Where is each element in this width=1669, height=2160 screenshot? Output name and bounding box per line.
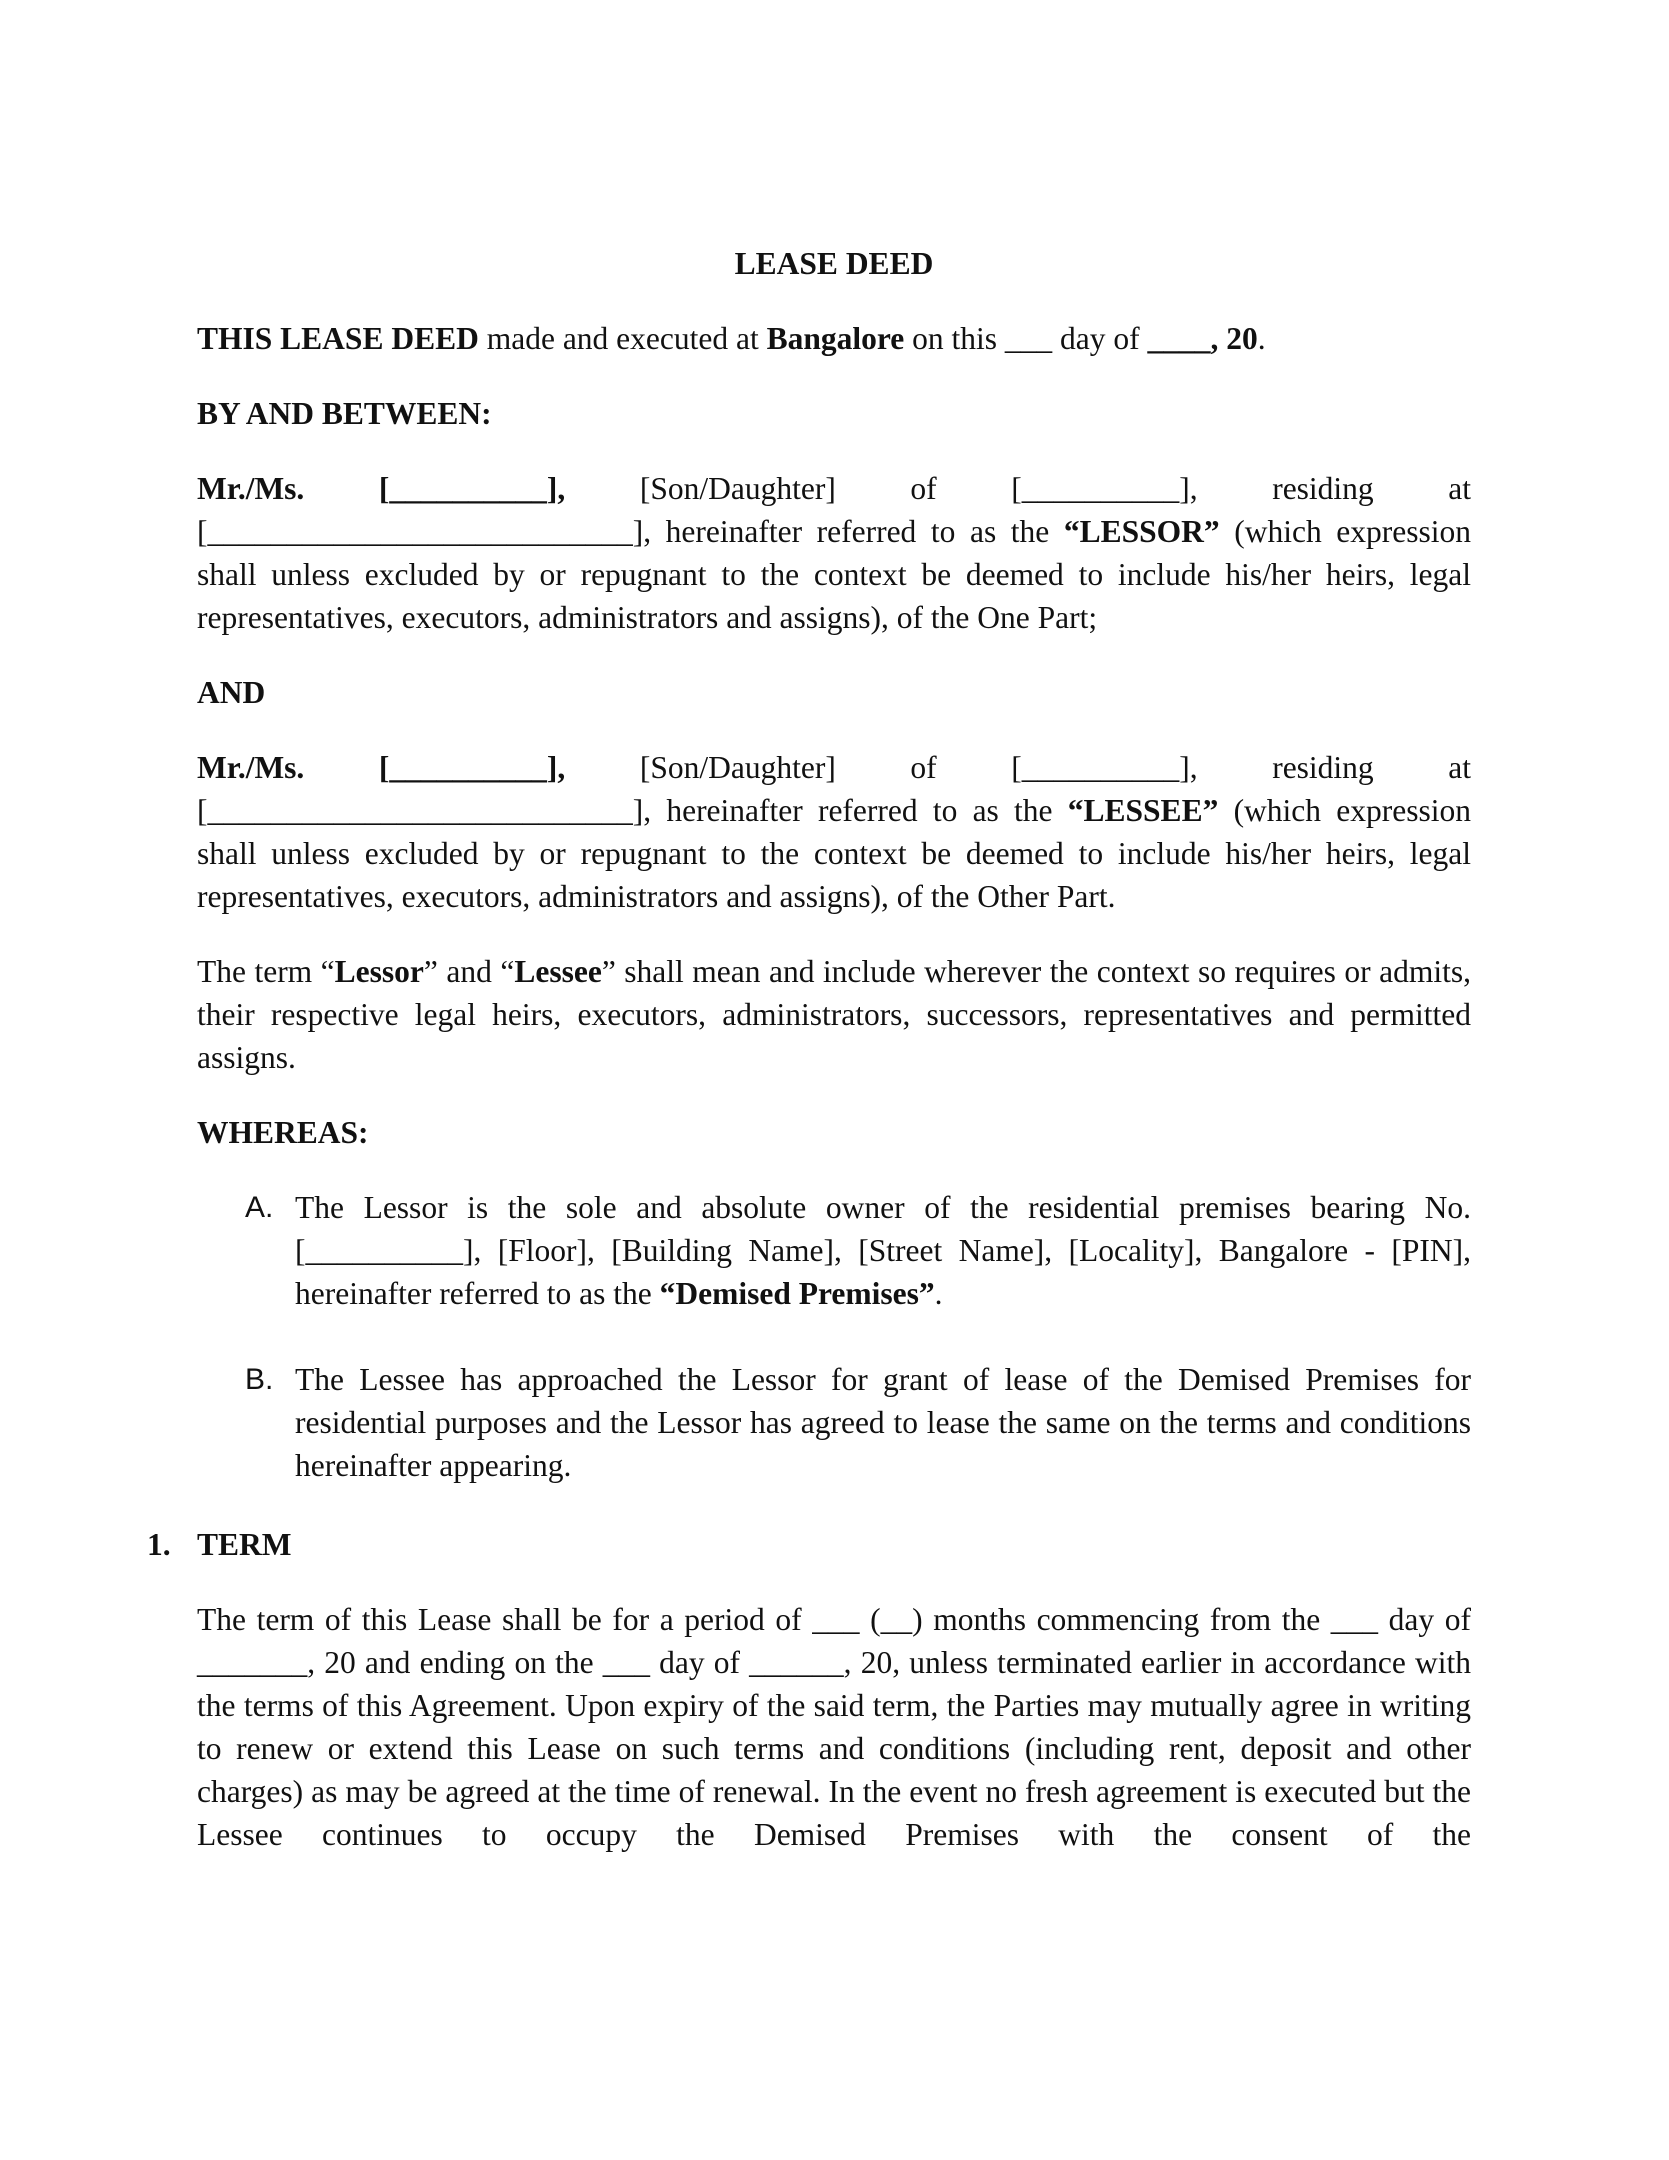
and-heading: AND — [197, 675, 266, 710]
term-def-lessee: Lessee — [514, 954, 602, 989]
lessee-address-blank: [___________________________] — [197, 793, 644, 828]
lessee-relation: [Son/Daughter] — [639, 750, 836, 785]
lessee-name-blank: [__________], — [378, 750, 566, 785]
recitals-list — [197, 1186, 1471, 1487]
recital-item — [197, 1358, 1471, 1487]
lessee-honorific: Mr./Ms. — [197, 750, 305, 785]
section-body: The term of this Lease shall be for a period of ___ (__) months commencing from the ___ day of _______, 20 and ending on the ___ day of ______, 20, unless terminated earlier in accordance with the terms of this Agreement. Upon expiry of the said term, the Parties may mutually agree in writing to renew or extend this Lease on such terms and conditions (including rent, deposit and other charges) as may be agreed at the time of renewal. In the event no fresh agreement is executed but the Lessee continues to occupy the Demised Premises with the consent of the — [197, 1602, 1471, 1852]
lessor-relation: [Son/Daughter] — [639, 471, 836, 506]
lessor-rest — [197, 510, 1471, 639]
deed-label: THIS LEASE DEED — [197, 321, 479, 356]
term-def-text-1: The term “ — [197, 954, 335, 989]
lessor-address-blank: [___________________________] — [197, 514, 644, 549]
lessor-at: at — [1448, 471, 1472, 506]
recital-bold-text: “Demised Premises” — [659, 1276, 935, 1311]
lessor-honorific: Mr./Ms. — [197, 471, 305, 506]
recital-text-end: . — [934, 1276, 943, 1311]
between-heading: BY AND BETWEEN: — [197, 396, 492, 431]
document-body — [147, 242, 1472, 1888]
lessee-rest — [197, 789, 1471, 918]
term-def-text-2: ” and “ — [423, 954, 515, 989]
term-def-text-3: ” shall mean and include wherever the context so requires or admits, their respective legal heirs, executors, administrators, successors, representatives and permitted assigns. — [197, 954, 1471, 1075]
lessee-at: at — [1448, 750, 1472, 785]
recital-letter: A. — [245, 1191, 274, 1224]
lessee-first-line — [197, 746, 1471, 789]
intro-paragraph — [197, 317, 1471, 360]
section-heading — [147, 1523, 1471, 1566]
lessor-party-paragraph — [197, 467, 1471, 639]
term-def-lessor: Lessor — [334, 954, 424, 989]
lessee-parent-blank: [__________], — [1011, 750, 1198, 785]
recital-text: The Lessor is the sole and absolute owner of the residential premises bearing No. [__________], [Floor], [Building Name], [Street Name], [Locality], Bangalore - [PIN], hereinafter referred to as the — [295, 1190, 1471, 1311]
lessor-role: “LESSOR” — [1063, 514, 1220, 549]
term-definition-paragraph — [197, 950, 1471, 1079]
recital-letter: B. — [245, 1363, 274, 1396]
lessee-residing: residing — [1272, 750, 1374, 785]
intro-text-3: . — [1257, 321, 1266, 356]
lessor-first-line — [197, 467, 1471, 510]
section-number: 1. — [147, 1527, 171, 1562]
lessee-of: of — [910, 750, 937, 785]
lessor-name-blank: [__________], — [378, 471, 566, 506]
document-title: LEASE DEED — [734, 246, 934, 281]
lessor-text-after-role: (which expression shall unless excluded by or repugnant to the context be deemed to include his/her heirs, legal representatives, executors, administrators and assigns), of the One Part; — [197, 514, 1471, 635]
recital-item — [197, 1186, 1471, 1315]
lessee-role: “LESSEE” — [1067, 793, 1219, 828]
intro-year: ____, 20 — [1147, 321, 1258, 356]
recital-text: The Lessee has approached the Lessor for grant of lease of the Demised Premises for residential purposes and the Lessor has agreed to lease the same on the terms and conditions hereinafter appearing. — [295, 1362, 1471, 1483]
lessee-text-after-role: (which expression shall unless excluded by or repugnant to the context be deemed to include his/her heirs, legal representatives, executors, administrators and assigns), of the Other Part. — [197, 793, 1471, 914]
lessor-parent-blank: [__________], — [1011, 471, 1198, 506]
whereas-heading: WHEREAS: — [197, 1115, 369, 1150]
intro-text-1: made and executed at — [478, 321, 767, 356]
lessor-text-before-role: , hereinafter referred to as the — [643, 514, 1064, 549]
intro-text-2: on this ___ day of — [904, 321, 1148, 356]
section-title: TERM — [197, 1527, 292, 1562]
lessor-residing: residing — [1272, 471, 1374, 506]
lessor-of: of — [910, 471, 937, 506]
lessee-text-before-role: , hereinafter referred to as the — [643, 793, 1068, 828]
lessee-party-paragraph — [197, 746, 1471, 918]
intro-place: Bangalore — [766, 321, 905, 356]
